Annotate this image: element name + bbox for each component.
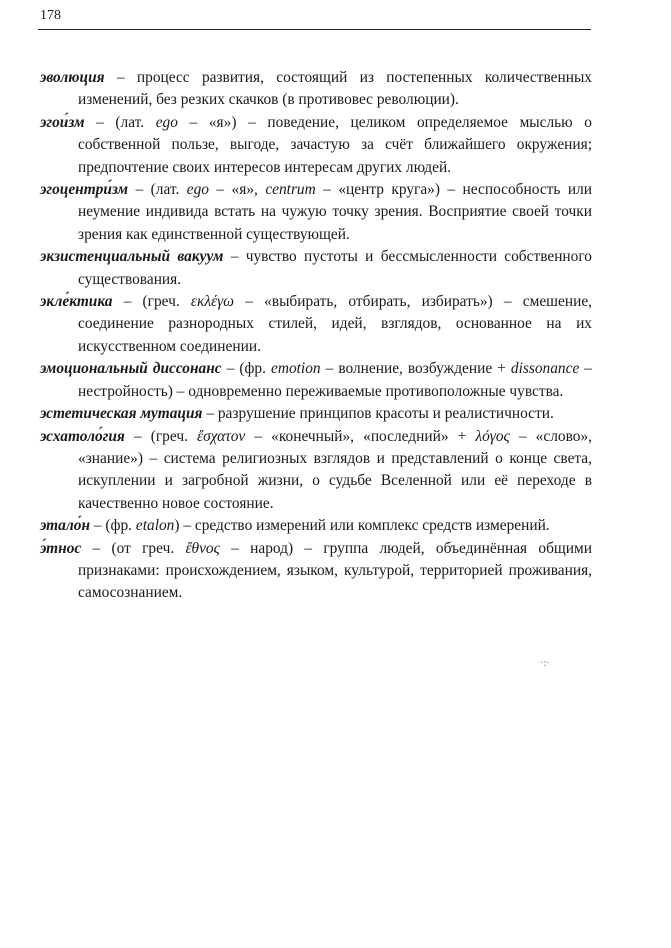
entry-definition: – «я», xyxy=(208,181,266,199)
glossary-entry xyxy=(40,515,592,537)
entry-term: этало́н xyxy=(40,517,90,535)
entry-definition: – народ) – группа людей, объединённая общими признаками: происхождением, языком, культурой, территорией проживания, самосознанием. xyxy=(78,539,592,602)
foreign-word: dissonance xyxy=(510,360,580,378)
glossary-entry xyxy=(40,112,592,179)
entry-definition: – (фр. xyxy=(221,360,271,378)
entry-definition: – (лат. xyxy=(128,181,187,199)
entry-term: эволюция xyxy=(40,69,105,86)
glossary-entry xyxy=(40,426,592,516)
entry-definition: – (от греч. xyxy=(81,539,186,557)
foreign-word: λόγος xyxy=(475,427,510,445)
foreign-word: ego xyxy=(186,181,209,199)
foreign-word: ego xyxy=(155,113,178,131)
foreign-word: etalon xyxy=(135,517,175,535)
entry-term: эстетическая мутация xyxy=(40,405,203,423)
entry-term: экле́ктика xyxy=(40,293,113,311)
entry-definition: – «конечный», «последний» + xyxy=(245,427,476,445)
entry-definition: – «слово», «знание») – система религиозных взглядов и представлений о конце света, искуплении и загробной жизни, о судьбе Вселенной или её переходе в качественно новое состояние. xyxy=(78,427,592,512)
entry-term: эгоцентри́зм xyxy=(40,181,129,199)
entry-term: э́тнос xyxy=(40,539,82,557)
header-rule xyxy=(38,29,591,30)
scan-speck: ·:· xyxy=(540,658,550,669)
glossary-entry xyxy=(40,358,592,403)
glossary-entry xyxy=(40,291,592,358)
glossary-entry xyxy=(40,538,592,605)
glossary-entry xyxy=(40,246,592,291)
foreign-word: εκλέγω xyxy=(190,293,235,311)
glossary-entries xyxy=(40,67,592,605)
glossary-entry xyxy=(40,403,592,425)
entry-definition: – (фр. xyxy=(90,517,136,535)
entry-definition: – чувство пустоты и бессмысленности собственного существования. xyxy=(78,248,592,288)
foreign-word: centrum xyxy=(265,181,316,199)
glossary-entry xyxy=(40,179,592,246)
entry-term: эсхатоло́гия xyxy=(40,427,125,445)
entry-definition: – «я») – поведение, целиком определяемое мыслью о собственной пользе, выгоде, зачастую за счёт ближайшего окружения; предпочтение своих интересов интересам других людей. xyxy=(78,113,592,176)
entry-definition: – «выбирать, отбирать, избирать») – смешение, соединение разнородных стилей, идей, взглядов, основанное на их искусственном соединении. xyxy=(78,293,592,355)
foreign-word: ἔσχατον xyxy=(197,427,246,445)
entry-definition: – (греч. xyxy=(112,293,191,311)
entry-definition: – (греч. xyxy=(124,427,198,445)
entry-definition: – процесс развития, состоящий из постепенных количественных изменений, без резких скачков (в противовес революции). xyxy=(78,69,592,109)
entry-term: эмоциональный диссонанс xyxy=(40,360,222,378)
entry-term: экзистенциальный вакуум xyxy=(40,248,224,266)
foreign-word: ἔθνος xyxy=(185,539,220,557)
glossary-entry xyxy=(40,67,592,112)
foreign-word: emotion xyxy=(271,360,321,378)
entry-definition: – «центр круга») – неспособность или неумение индивида встать на чужую точку зрения. Восприятие своей точки зрения как единственной существующей. xyxy=(78,181,592,243)
entry-definition: – разрушение принципов красоты и реалистичности. xyxy=(202,405,554,423)
entry-definition: – нестройность) – одновременно переживаемые противоположные чувства. xyxy=(78,360,592,400)
entry-term: эгои́зм xyxy=(40,113,85,131)
entry-definition: – волнение, возбуждение + xyxy=(320,360,511,378)
entry-definition: ) – средство измерений или комплекс средств измерений. xyxy=(174,517,550,535)
entry-definition: – (лат. xyxy=(84,113,156,131)
page-number: 178 xyxy=(40,8,61,23)
